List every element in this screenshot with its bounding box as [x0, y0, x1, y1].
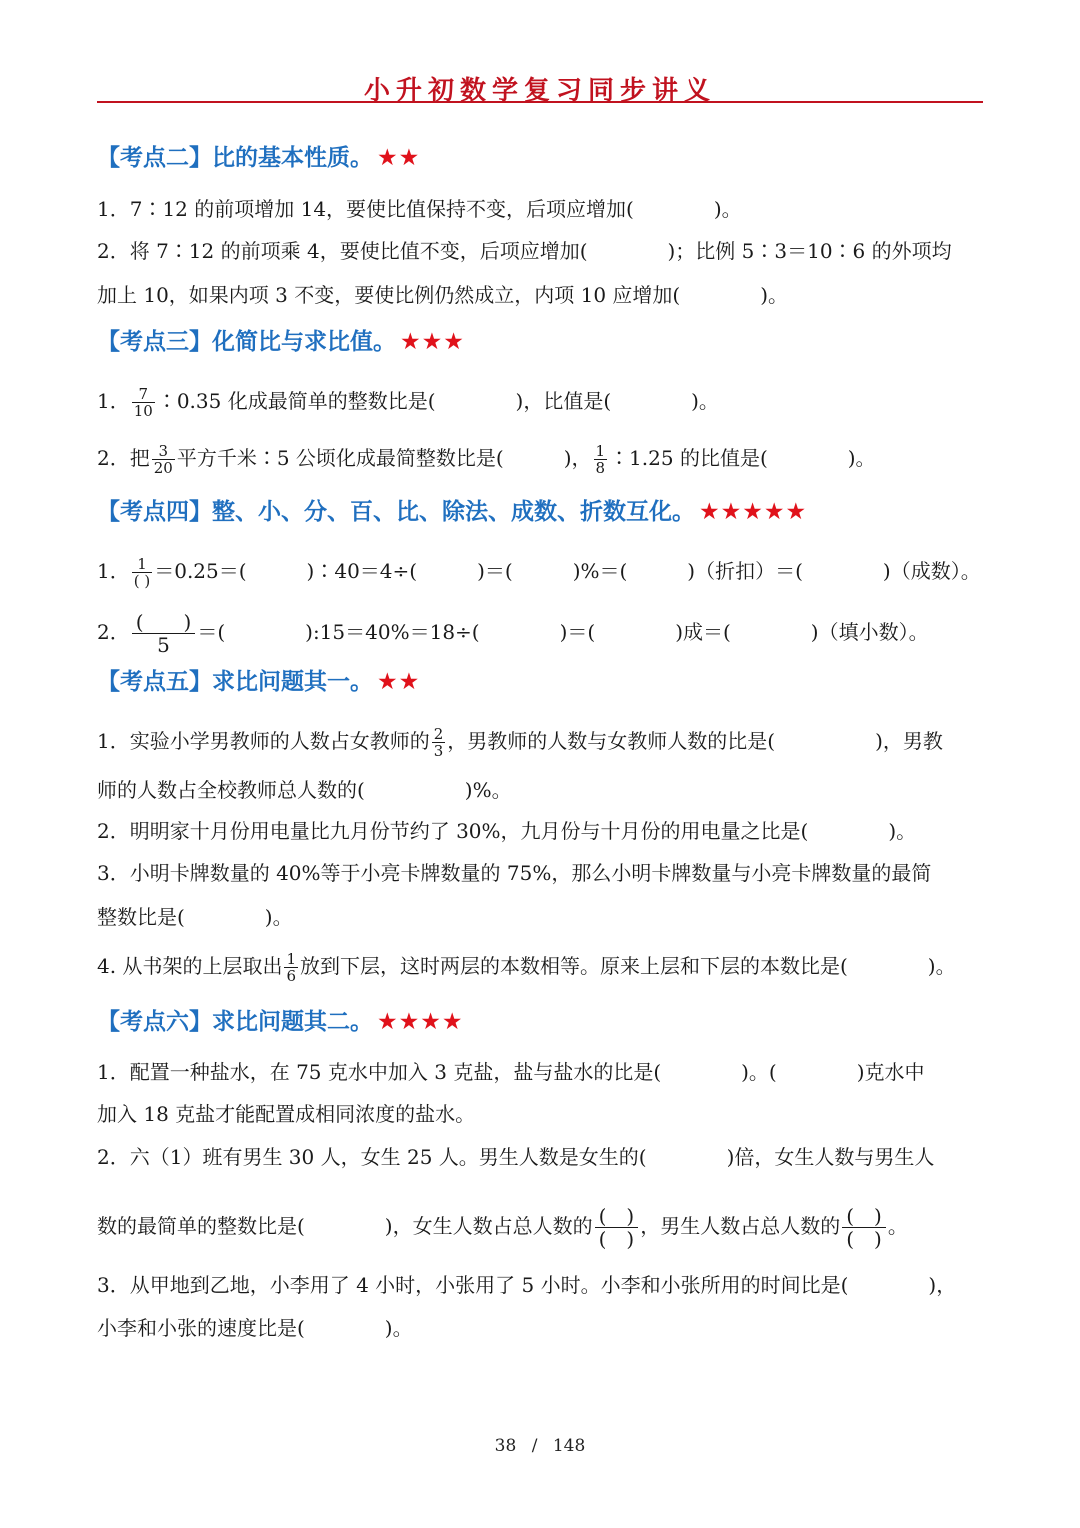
fraction-numerator: 1: [595, 442, 606, 460]
page-separator: /: [531, 1436, 538, 1456]
fraction-numerator: 1: [132, 556, 152, 573]
fraction-denominator: ( ): [133, 572, 151, 590]
question-text: ，男教师的人数与女教师人数的比是( )，男教: [447, 729, 943, 753]
fraction-numerator: ( ): [842, 1205, 886, 1228]
fraction-numerator: ( ): [132, 611, 196, 634]
fraction: [284, 951, 298, 984]
question-s6-3-line1: 3．从甲地到乙地，小李用了 4 小时，小张用了 5 小时。小李和小张所用的时间比是( )，: [97, 1273, 957, 1297]
question-text: 数的最简单的整数比是( )，女生人数占总人数的: [97, 1214, 593, 1238]
question-text: ＝( ):15＝40%＝18÷( )＝( )成＝( )（填小数）。: [197, 620, 929, 644]
fraction: [594, 443, 608, 476]
section-title-text: 【考点五】求比问题其一。: [97, 669, 373, 695]
question-text: 1．实验小学男教师的人数占女教师的: [97, 729, 430, 753]
fraction-denominator: 5: [157, 633, 170, 657]
question-text: 4. 从书架的上层取出: [97, 954, 283, 978]
header-title: 小升初数学复习同步讲义: [363, 76, 716, 106]
question-s3-1: [97, 386, 719, 419]
question-s5-3-line2: 整数比是( )。: [97, 905, 293, 929]
question-s2-1: 1．7∶12 的前项增加 14，要使比值保持不变，后项应增加( )。: [97, 197, 742, 221]
fraction-numerator: 7: [132, 386, 155, 403]
fraction: [132, 556, 152, 589]
question-s6-2-line2: [97, 1205, 908, 1250]
section-title-4: [97, 497, 807, 527]
fraction-numerator: 1: [286, 950, 296, 968]
question-text: 2．把: [97, 446, 150, 470]
question-text: 。: [887, 1214, 908, 1238]
question-s6-1-line2: 加入 18 克盐才能配置成相同浓度的盐水。: [97, 1102, 476, 1126]
question-s5-4: [97, 951, 956, 984]
question-s6-1-line1: 1．配置一种盐水，在 75 克水中加入 3 克盐，盐与盐水的比是( )。( )克水中: [97, 1060, 925, 1084]
header-divider: [97, 101, 983, 103]
question-s5-2: 2．明明家十月份用电量比九月份节约了 30%，九月份与十月份的用电量之比是( )。: [97, 819, 917, 843]
section-title-2: [97, 143, 420, 173]
question-s5-3-line1: 3．小明卡牌数量的 40%等于小亮卡牌数量的 75%，那么小明卡牌数量与小亮卡牌数量的最简: [97, 861, 932, 885]
question-number: 2．: [97, 620, 130, 644]
fraction-numerator: 3: [152, 443, 175, 460]
difficulty-stars: ★★★★: [377, 1009, 464, 1035]
difficulty-stars: ★★★★★: [699, 499, 808, 525]
question-s6-2-line1: 2．六（1）班有男生 30 人，女生 25 人。男生人数是女生的( )倍，女生人数与男生人: [97, 1145, 935, 1169]
question-s5-1-line1: [97, 726, 943, 759]
question-s4-1: [97, 556, 981, 589]
fraction-denominator: 6: [286, 967, 296, 985]
section-title-text: 【考点六】求比问题其二。: [97, 1009, 373, 1035]
section-title-text: 【考点二】比的基本性质。: [97, 145, 373, 171]
fraction-denominator: 3: [433, 742, 444, 760]
fraction: [132, 611, 196, 656]
question-text: ＝0.25＝( )∶40＝4÷( )＝( )%＝( )（折扣）＝( )（成数）。: [154, 559, 981, 583]
question-s5-1-line2: 师的人数占全校教师总人数的( )%。: [97, 778, 512, 802]
section-title-3: [97, 327, 465, 357]
section-title-5: [97, 667, 420, 697]
fraction-denominator: 10: [133, 402, 153, 420]
page-total: 148: [552, 1436, 586, 1456]
fraction-denominator: 20: [153, 459, 173, 477]
question-s2-2-line1: 2．将 7∶12 的前项乘 4，要使比值不变，后项应增加( )；比例 5∶3＝10∶6 的外项均: [97, 239, 952, 263]
difficulty-stars: ★★: [377, 669, 421, 695]
fraction-denominator: ( ): [598, 1227, 635, 1251]
question-s2-2-line2: 加上 10，如果内项 3 不变，要使比例仍然成立，内项 10 应增加( )。: [97, 283, 789, 307]
section-title-text: 【考点三】化简比与求比值。: [97, 329, 396, 355]
fraction-numerator: 2: [433, 725, 444, 743]
question-text: ，男生人数占总人数的: [640, 1214, 841, 1238]
question-s6-3-line2: 小李和小张的速度比是( )。: [97, 1316, 413, 1340]
question-s4-2: [97, 611, 929, 656]
page-number: 38: [494, 1436, 517, 1456]
section-title-6: [97, 1007, 463, 1037]
question-number: 1．: [97, 389, 130, 413]
fraction: [152, 443, 175, 476]
question-text: 放到下层，这时两层的本数相等。原来上层和下层的本数比是( )。: [300, 954, 956, 978]
fraction-numerator: ( ): [595, 1205, 639, 1228]
question-number: 1．: [97, 559, 130, 583]
question-text: ∶0.35 化成最简单的整数比是( )，比值是( )。: [156, 389, 719, 413]
question-text: 平方千米∶5 公顷化成最简整数比是( )，: [176, 446, 592, 470]
page-footer: [0, 1436, 1080, 1456]
fraction: [132, 386, 155, 419]
fraction: [432, 726, 446, 759]
fraction: [595, 1205, 639, 1250]
question-s3-2: [97, 443, 876, 476]
question-text: ∶1.25 的比值是( )。: [609, 446, 876, 470]
fraction: [842, 1205, 886, 1250]
section-title-text: 【考点四】整、小、分、百、比、除法、成数、折数互化。: [97, 499, 695, 525]
fraction-denominator: 8: [595, 459, 606, 477]
fraction-denominator: ( ): [846, 1227, 882, 1251]
difficulty-stars: ★★★: [400, 329, 465, 355]
difficulty-stars: ★★: [377, 145, 421, 171]
